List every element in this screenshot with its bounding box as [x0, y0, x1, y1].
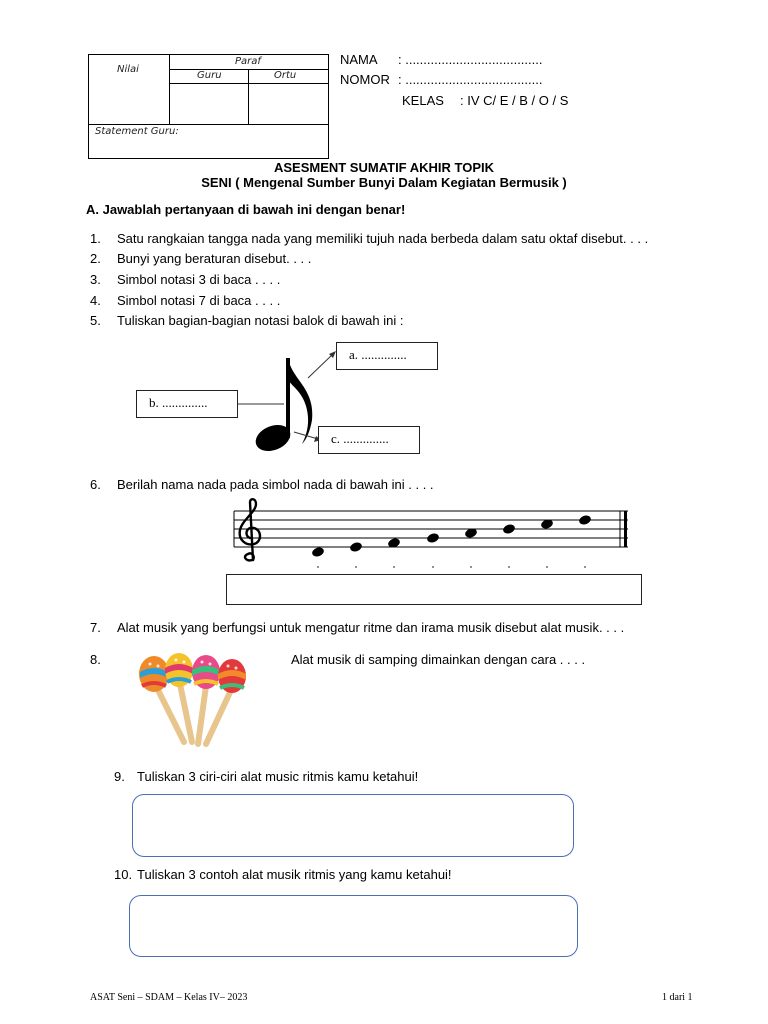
- note-c5: [578, 514, 592, 526]
- page-title: ASESMENT SUMATIF AKHIR TOPIK: [273, 160, 495, 175]
- question-text: Satu rangkaian tangga nada yang memiliki tujuh nada berbeda dalam satu oktaf disebut. . . .: [117, 231, 649, 246]
- label-box-a[interactable]: a. ..............: [336, 342, 438, 370]
- question-text: Tuliskan 3 contoh alat musik ritmis yang kamu ketahui!: [137, 867, 452, 882]
- note-a4: [502, 523, 516, 535]
- question-text: Alat musik di samping dimainkan dengan cara . . . .: [291, 652, 586, 667]
- note-d4: [349, 541, 363, 553]
- kelas-field: : IV C/ E / B / O / S: [460, 93, 569, 108]
- nama-field[interactable]: : ......................................: [398, 52, 543, 67]
- footer-page-number: 1 dari 1: [662, 992, 693, 1003]
- statement-guru-label: Statement Guru:: [95, 126, 179, 137]
- note-c4: [311, 546, 325, 558]
- nama-label: NAMA: [340, 52, 378, 67]
- grade-table: [88, 54, 329, 159]
- nomor-field[interactable]: : ......................................: [398, 72, 543, 87]
- question-text: Tuliskan 3 ciri-ciri alat music ritmis kamu ketahui!: [137, 769, 419, 784]
- maracas-image: [132, 646, 256, 750]
- guru-label: Guru: [197, 70, 222, 81]
- question-number: 10.: [114, 867, 133, 882]
- staff-notes: [311, 514, 592, 558]
- question-number: 3.: [90, 272, 101, 287]
- arrow-a: [308, 354, 333, 378]
- note-names-answer-box[interactable]: [226, 574, 642, 605]
- treble-clef-icon: [240, 499, 260, 560]
- label-box-b[interactable]: b. ..............: [136, 390, 238, 418]
- question-text: Tuliskan bagian-bagian notasi balok di bawah ini :: [117, 313, 404, 328]
- question-number: 4.: [90, 293, 101, 308]
- footer-left: ASAT Seni – SDAM – Kelas IV– 2023: [90, 992, 248, 1003]
- question-number: 6.: [90, 477, 101, 492]
- note-f4: [426, 532, 440, 544]
- question-number: 1.: [90, 231, 101, 246]
- page-subtitle: SENI ( Mengenal Sumber Bunyi Dalam Kegiatan Bermusik ): [201, 175, 567, 190]
- nilai-label: Nilai: [117, 64, 139, 75]
- nomor-label: NOMOR: [340, 72, 390, 87]
- kelas-label: KELAS: [402, 93, 444, 108]
- paraf-label: Paraf: [235, 56, 261, 67]
- end-barline: [624, 511, 627, 547]
- label-box-c[interactable]: c. ..............: [318, 426, 420, 454]
- question-number: 8.: [90, 652, 101, 667]
- answer-box-10[interactable]: [129, 895, 578, 957]
- music-staff: [228, 496, 632, 572]
- answer-box-9[interactable]: [132, 794, 574, 857]
- question-text: Alat musik yang berfungsi untuk mengatur ritme dan irama musik disebut alat musik. . . .: [117, 620, 625, 635]
- question-number: 5.: [90, 313, 101, 328]
- question-number: 7.: [90, 620, 101, 635]
- question-text: Berilah nama nada pada simbol nada di bawah ini . . . .: [117, 477, 434, 492]
- question-number: 2.: [90, 251, 101, 266]
- section-a-heading: A. Jawablah pertanyaan di bawah ini dengan benar!: [86, 202, 406, 217]
- question-text: Simbol notasi 7 di baca . . . .: [117, 293, 281, 308]
- question-text: Simbol notasi 3 di baca . . . .: [117, 272, 281, 287]
- note-flag: [288, 358, 312, 444]
- ortu-label: Ortu: [274, 70, 297, 81]
- question-text: Bunyi yang beraturan disebut. . . .: [117, 251, 312, 266]
- question-number: 9.: [114, 769, 125, 784]
